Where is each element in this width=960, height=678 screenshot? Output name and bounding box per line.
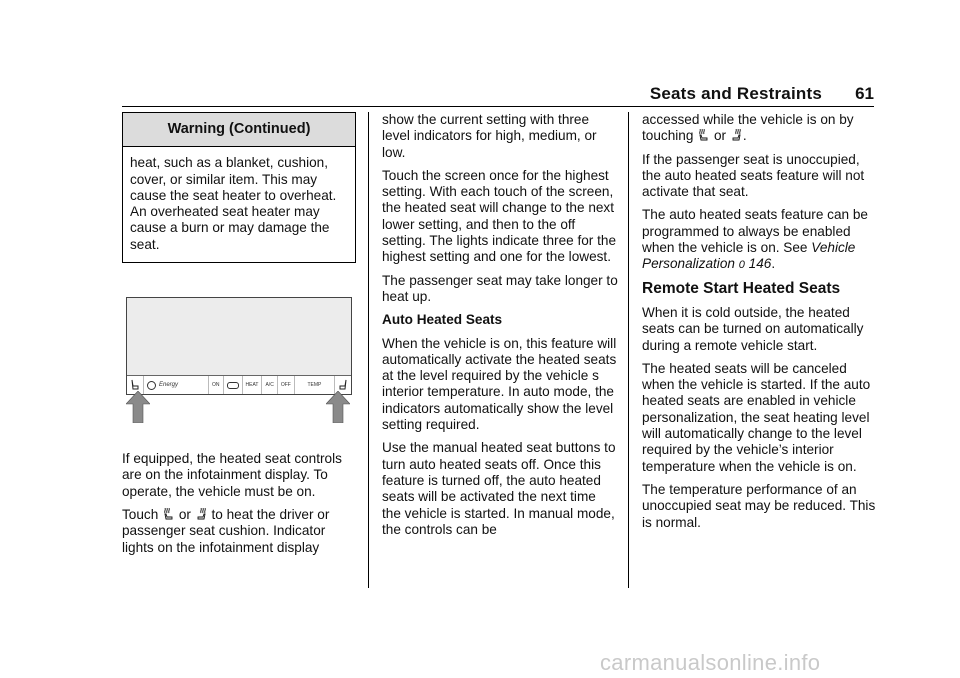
heated-seat-icon [130,379,140,391]
ac-button [262,376,277,394]
column-1 [122,112,356,563]
passenger-heated-seat-icon [197,508,206,520]
text-run: Touch [122,506,163,522]
column-divider [628,112,629,588]
heat-button [243,376,263,394]
ac-label: A/C [265,381,274,388]
paragraph [642,207,878,273]
column-2 [382,112,618,545]
on-button [209,376,224,394]
heat-label: HEAT [245,381,259,388]
paragraph [642,112,878,145]
watermark: carmanualsonline.info [600,650,821,675]
infotainment-figure [122,297,356,437]
page-number: 61 [855,84,874,103]
text-run: or [175,506,195,522]
warning-title: Warning (Continued) [123,113,355,147]
text-run: accessed while the vehicle is on by touching [642,112,854,144]
text-run: . [742,128,747,144]
on-label: ON [212,381,220,388]
paragraph: The heated seats will be canceled when the vehicle is started. If the auto heated seats are enabled in vehicle personalization, the seat heating level will automatically change to the level required by the vehicle’s interior temperature when the vehicle is on. [642,360,871,474]
energy-icon [147,381,156,390]
text-run: . [771,256,776,272]
driver-heated-seat-icon [164,508,173,520]
paragraph: Use the manual heated seat buttons to turn auto heated seats off. Once this feature is turned off, the auto heated seats will be activated the next time the vehicle is started. In manual mode, the controls can be [382,440,616,537]
column-divider [368,112,369,588]
paragraph: When the vehicle is on, this feature will automatically activate the heated seats at the level required by the vehicle s interior temperature. In auto mode, the indicators automatically show the level setting required. [382,335,617,433]
section-header-title: Seats and Restraints [649,84,822,103]
subheading-auto-heated-seats: Auto Heated Seats [382,312,503,328]
paragraph [122,507,356,556]
warning-text: heat, such as a blanket, cushion, cover, or similar item. This may cause the seat heater to overheat. An overheated seat heater may cause a burn or may damage the seat. [130,155,337,252]
text-run: The auto heated seats feature can be programmed to always be enabled when the vehicle is on. See [642,207,868,256]
fan-icon [227,382,239,389]
section-title: Remote Start Heated Seats [642,279,841,297]
warning-box [122,112,356,263]
paragraph: The passenger seat may take longer to heat up. [382,272,618,304]
energy-label: Energy [159,381,179,388]
paragraph: When it is cold outside, the heated seats can be turned on automatically during a remote vehicle start. [642,304,864,353]
off-label: OFF [280,381,291,388]
up-arrow-icon [326,391,350,423]
paragraph: show the current setting with three level indicators for high, medium, or low. [382,112,597,160]
column-3 [642,112,878,538]
page-header [122,84,874,107]
page-ref-symbol: 0 [738,259,745,272]
passenger-heated-seat-icon [732,129,741,141]
paragraph: If the passenger seat is unoccupied, the auto heated seats feature will not activate that seat. [642,151,865,200]
heated-seat-icon [338,379,348,391]
paragraph: Touch the screen once for the highest setting. With each touch of the screen, the heated seat will change to the next lower setting, and then to the off setting. The lights indicate three for the highest setting and one for the lowest. [382,167,617,265]
paragraph: If equipped, the heated seat controls are on the infotainment display. To operate, the vehicle must be on. [122,451,342,499]
infotainment-screen [126,297,352,395]
cross-reference-link[interactable]: Vehicle Personalization [642,240,856,272]
up-arrow-icon [126,391,150,423]
text-run: to heat the driver or passenger seat cushion. Indicator lights on the infotainment display [122,506,330,555]
off-button [278,376,295,394]
climate-control-bar [127,375,351,394]
paragraph: The temperature performance of an unoccupied seat may be reduced. This is normal. [642,481,876,530]
fan-button [224,376,243,394]
temp-label: TEMP [307,381,322,388]
page-ref-number[interactable]: 146 [748,256,772,272]
text-run: or [710,128,730,144]
energy-button [144,376,209,394]
driver-heated-seat-icon [699,129,708,141]
